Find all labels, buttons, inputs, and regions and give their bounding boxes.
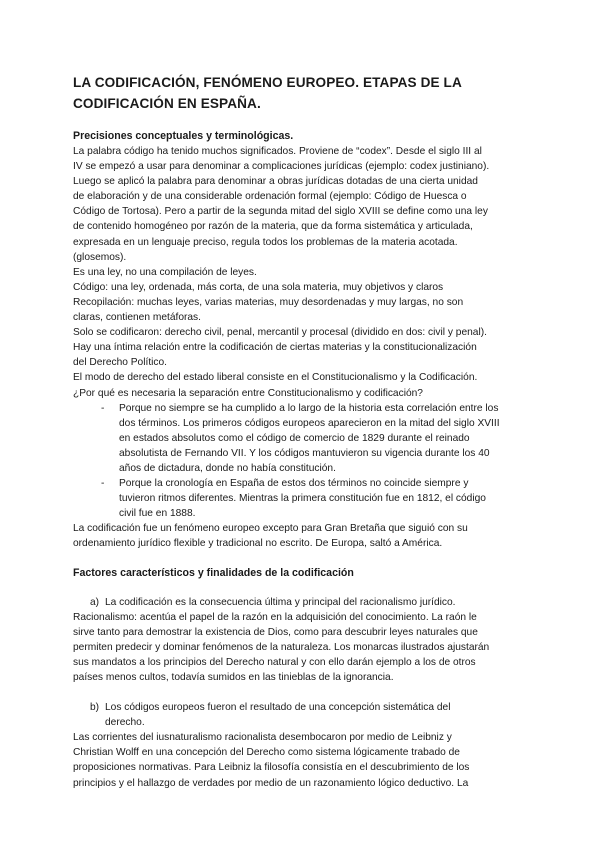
list-item-b	[73, 700, 517, 715]
list-item-b-continuation: derecho.	[105, 717, 145, 729]
text-line: La palabra código ha tenido muchos significados. Proviene de “codex”. Desde el siglo III al	[73, 146, 482, 157]
text-line: Código: una ley, ordenada, más corta, de una sola materia, muy objetivos y claros	[73, 281, 444, 293]
text-line: Luego se aplicó la palabra para denominar a obras jurídicas dotadas de una cierta unidad	[73, 176, 478, 188]
title-line: CODIFICACIÓN EN ESPAÑA.	[73, 96, 261, 111]
text-line: Solo se codificaron: derecho civil, penal, mercantil y procesal (dividido en dos: civil y penal).	[73, 327, 487, 339]
bullet-line	[73, 476, 517, 491]
bullet-line: civil fue en 1888.	[119, 508, 196, 520]
document-title	[73, 72, 503, 114]
list-marker: b)	[90, 702, 100, 714]
bullet-text: Porque no siempre se ha cumplido a lo largo de la historia esta correlación entre los	[119, 402, 499, 414]
dash-marker: -	[101, 478, 105, 490]
text-line: de contenido homogéneo por razón de la materia, que da forma sistemática y articulada,	[73, 221, 473, 233]
section-heading-factores: Factores característicos y finalidades de la codificación	[73, 566, 354, 579]
text-line: principios y el hallazgo de verdades por medio de un razonamiento lógico deductivo. La	[73, 777, 469, 789]
text-line: El modo de derecho del estado liberal consiste en el Constitucionalismo y la Codificación.	[73, 372, 478, 384]
text-line: Hay una íntima relación entre la codificación de ciertas materias y la constitucionalización	[73, 342, 477, 354]
bullet-text: Porque la cronología en España de estos dos términos no coincide siempre y	[119, 478, 469, 490]
text-line: Las corrientes del iusnaturalismo racionalista desembocaron por medio de Leibniz y	[73, 732, 452, 744]
bullet-line: años de dictadura, donde no había constitución.	[119, 462, 336, 474]
text-line: IV se empezó a usar para denominar a complicaciones jurídicas (ejemplo: codex justiniano).	[73, 161, 490, 173]
section-heading-precisiones: Precisiones conceptuales y terminológicas.	[73, 130, 294, 142]
bullet-line: absolutista de Fernando VII. Y los códigos mantuvieron su vigencia durante los 40	[119, 447, 490, 459]
section-body-precisiones	[73, 144, 517, 401]
text-line: del Derecho Político.	[73, 357, 168, 369]
text-line: Racionalismo: acentúa el papel de la razón en la adquisición del conocimiento. La raón le	[73, 611, 477, 623]
text-line: sirve tanto para demostrar la existencia de Dios, como para descubrir leyes naturales que	[73, 626, 478, 638]
list-item-a	[73, 595, 517, 610]
text-line: ordenamiento jurídico flexible y tradicional no escrito. De Europa, saltó a América.	[73, 538, 443, 550]
dash-marker: -	[101, 402, 105, 414]
text-line: Es una ley, no una compilación de leyes.	[73, 266, 257, 278]
text-line: Código de Tortosa). Pero a partir de la segunda mitad del siglo XVIII se define como una ley	[73, 206, 488, 218]
text-line: países menos cultos, todavía sumidos en las tinieblas de la ignorancia.	[73, 672, 394, 683]
bullet-line	[73, 401, 517, 416]
text-line: claras, contienen metáforas.	[73, 312, 201, 324]
bullet-item	[73, 401, 517, 476]
text-line: permiten predecir y dominar fenómenos de la naturaleza. Los monarcas ilustrados ajustarán	[73, 641, 490, 653]
text-line: de elaboración y de una considerable ordenación formal (ejemplo: Código de Huesca o	[73, 191, 467, 203]
text-line: Recopilación: muchas leyes, varias materias, muy desordenadas y muy largas, no son	[73, 296, 464, 308]
list-marker: a)	[90, 596, 100, 608]
bullet-line: tuvieron ritmos diferentes. Mientras la primera constitución fue en 1812, el código	[119, 493, 486, 505]
list-item-text: Los códigos europeos fueron el resultado de una concepción sistemática del	[105, 702, 451, 714]
text-line: Christian Wolff en una concepción del Derecho como sistema lógicamente trabado de	[73, 747, 460, 759]
title-line: LA CODIFICACIÓN, FENÓMENO EUROPEO. ETAPAS DE LA	[73, 75, 462, 90]
list-item-text: La codificación es la consecuencia última y principal del racionalismo jurídico.	[105, 596, 456, 608]
text-line: La codificación fue un fenómeno europeo excepto para Gran Bretaña que siguió con su	[73, 523, 468, 535]
text-line: proposiciones normativas. Para Leibniz la filosofía consistía en el descubrimiento de los	[73, 762, 470, 774]
text-line: (glosemos).	[73, 251, 127, 263]
text-line: expresada en un lenguaje preciso, regula todos los problemas de la materia acotada.	[73, 236, 458, 248]
bullet-line: dos términos. Los primeros códigos europeos aparecieron en la mitad del siglo XVIII	[119, 417, 500, 429]
text-line: ¿Por qué es necesaria la separación entre Constitucionalismo y codificación?	[73, 387, 423, 399]
bullet-item	[73, 476, 517, 521]
bullet-line: en estados absolutos como el código de comercio de 1829 durante el reinado	[119, 432, 470, 444]
text-line: sus mandatos a los principios del Derecho natural y con ello darán ejemplo a los de otros	[73, 656, 476, 668]
